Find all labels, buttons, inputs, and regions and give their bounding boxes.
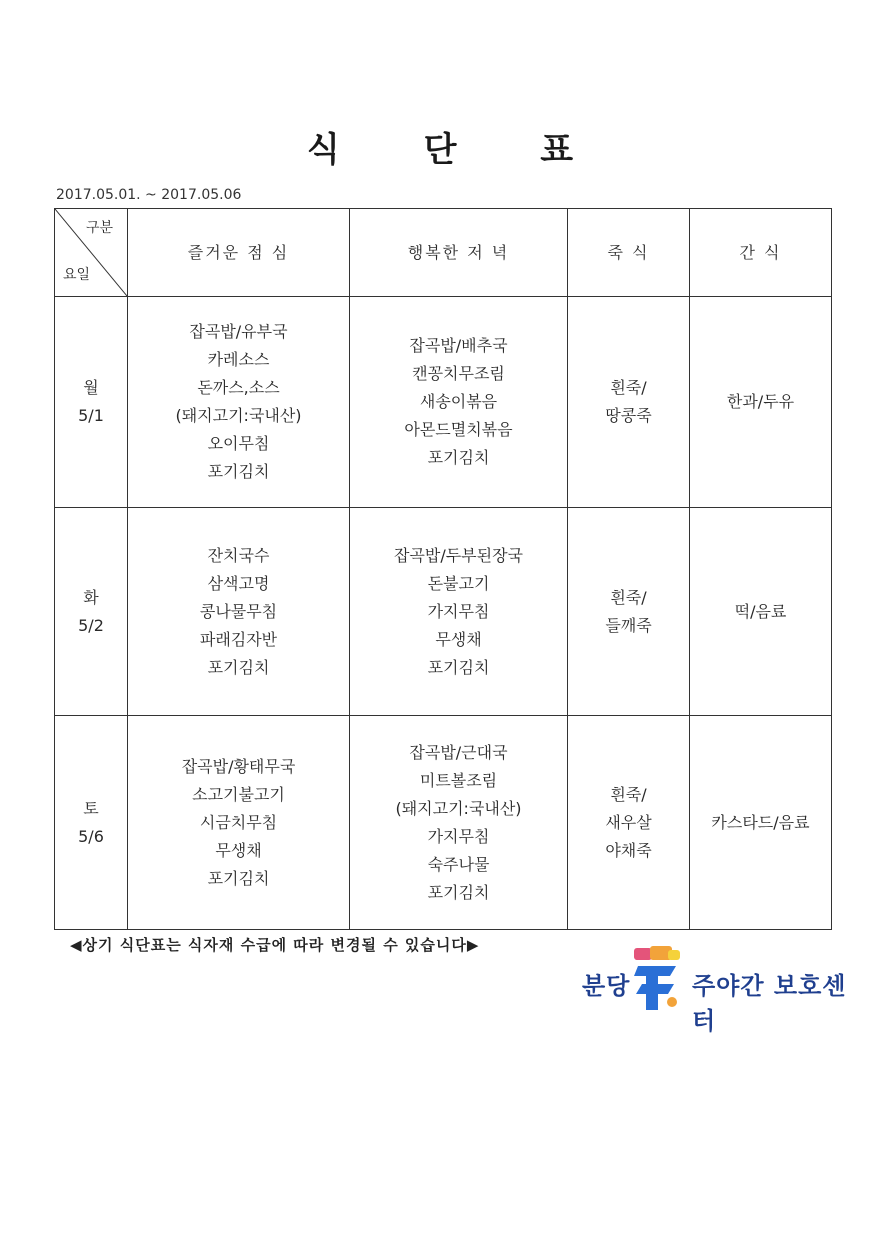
notice-text: ◀상기 식단표는 식자재 수급에 따라 변경될 수 있습니다▶: [70, 936, 480, 954]
menu-item: 잡곡밥/황태무국: [181, 756, 296, 776]
center-logo-mark-icon: [628, 944, 686, 1014]
dinner-cell: [350, 508, 568, 716]
menu-item: 잡곡밥/배추국: [409, 336, 508, 355]
menu-item: 흰죽/: [610, 784, 647, 804]
menu-item: 포기김치: [207, 868, 270, 888]
menu-item: 떡/음료: [734, 601, 787, 621]
menu-item: 소고기불고기: [192, 784, 285, 804]
column-header-lunch: 즐거운 점 심: [128, 209, 350, 297]
meal-table: [54, 208, 832, 930]
porridge-cell: [568, 508, 690, 716]
day-date: 5/2: [78, 615, 104, 635]
menu-item: 무생채: [435, 629, 482, 649]
menu-item: 오이무침: [207, 434, 270, 453]
header-row: [55, 209, 832, 297]
day-date: 5/1: [78, 406, 104, 425]
menu-item: 들깨죽: [605, 615, 652, 635]
menu-item: 삼색고명: [207, 573, 270, 593]
menu-item: 시금치무침: [199, 812, 278, 832]
menu-item: 포기김치: [427, 657, 490, 677]
menu-item: 돈까스,소스: [197, 378, 280, 397]
menu-item: 포기김치: [207, 657, 270, 677]
menu-item: 파래김자반: [199, 629, 278, 649]
menu-item: 야채죽: [605, 840, 652, 860]
menu-item: 미트볼조림: [419, 770, 498, 790]
logo-text-right: 주야간 보호센터: [692, 972, 847, 1035]
menu-item: 한과/두유: [726, 392, 795, 411]
dinner-cell: [350, 716, 568, 930]
menu-item: 포기김치: [427, 882, 490, 902]
menu-item: 포기김치: [207, 462, 270, 481]
day-date: 5/6: [78, 826, 104, 846]
menu-item: 잡곡밥/두부된장국: [393, 545, 524, 565]
porridge-cell: [568, 716, 690, 930]
day-name: 화: [83, 587, 99, 607]
menu-item: 아몬드멸치볶음: [404, 420, 513, 439]
snack-cell: [690, 297, 832, 508]
menu-item: 카스타드/음료: [711, 812, 810, 832]
column-header-snack: 간 식: [690, 209, 832, 297]
page-title: 식 단 표: [306, 130, 610, 170]
date-range: 2017.05.01. ~ 2017.05.06: [56, 187, 242, 203]
menu-item: 가지무침: [427, 826, 490, 846]
table-row: [55, 716, 832, 930]
menu-item: 캔꽁치무조림: [412, 364, 505, 383]
menu-item: (돼지고기:국내산): [175, 406, 302, 425]
menu-item: 흰죽/: [610, 587, 647, 607]
snack-cell: [690, 716, 832, 930]
menu-item: 돈불고기: [427, 573, 490, 593]
table-row: [55, 508, 832, 716]
column-header-porridge: 죽 식: [568, 209, 690, 297]
lunch-cell: [128, 508, 350, 716]
day-name: 월: [83, 378, 99, 397]
column-header-dinner: 행복한 저 녁: [350, 209, 568, 297]
menu-item: 콩나물무침: [199, 601, 278, 621]
day-cell: [55, 716, 128, 930]
menu-item: 땅콩죽: [605, 406, 652, 425]
menu-item: 카레소스: [207, 350, 270, 369]
day-cell: [55, 297, 128, 508]
day-cell: [55, 508, 128, 716]
day-name: 토: [83, 798, 99, 818]
menu-item: 흰죽/: [610, 378, 647, 397]
menu-item: 잔치국수: [207, 545, 270, 565]
menu-item: 새송이볶음: [419, 392, 498, 411]
category-label: 구분: [85, 220, 113, 236]
logo-text-left: 분당: [582, 972, 631, 1000]
dinner-cell: [350, 297, 568, 508]
weekday-label: 요일: [63, 267, 91, 283]
menu-item: 포기김치: [427, 448, 490, 467]
porridge-cell: [568, 297, 690, 508]
center-logo: [580, 944, 860, 1035]
snack-cell: [690, 508, 832, 716]
menu-item: 잡곡밥/유부국: [189, 322, 288, 341]
table-row: [55, 297, 832, 508]
menu-item: (돼지고기:국내산): [395, 798, 522, 818]
menu-item: 숙주나물: [427, 854, 490, 874]
menu-item: 가지무침: [427, 601, 490, 621]
lunch-cell: [128, 297, 350, 508]
menu-item: 무생채: [215, 840, 262, 860]
menu-item: 새우살: [605, 812, 652, 832]
menu-item: 잡곡밥/근대국: [409, 742, 508, 762]
corner-header-cell: [55, 209, 128, 297]
lunch-cell: [128, 716, 350, 930]
